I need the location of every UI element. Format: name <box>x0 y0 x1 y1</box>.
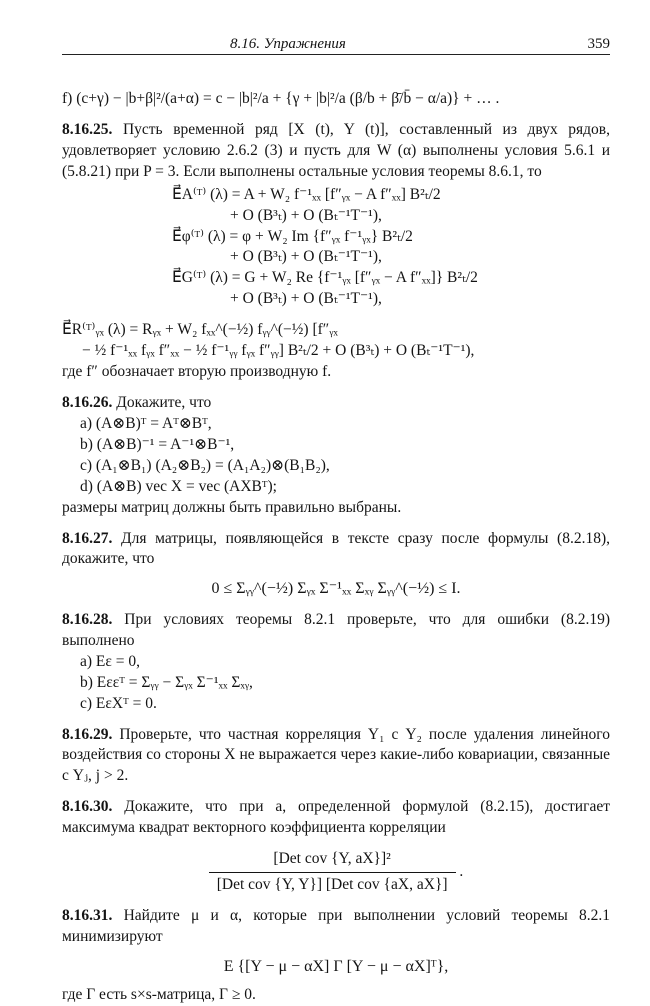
exercise-number: 8.16.30. <box>62 798 113 816</box>
fraction-denominator: [Det cov {Y, Y}] [Det cov {aX, aX}] <box>216 876 448 894</box>
exercise-8-16-29 <box>62 725 610 788</box>
fraction <box>209 849 456 896</box>
exercise-number: 8.16.27. <box>62 529 113 547</box>
exercise-number: 8.16.26. <box>62 393 113 411</box>
page-number: 359 <box>587 36 610 52</box>
exercise-8-16-30 <box>62 797 610 896</box>
formula-line: E⃗G⁽ᵀ⁾ (λ) = G + W₂ Re {f⁻¹ᵧₓ [f″ᵧₓ − A f″ₓₓ]} B²ₜ/2 <box>172 269 478 287</box>
exercise-note: где Γ есть s×s-матрица, Γ ≥ 0. <box>62 986 256 1004</box>
exercise-paragraph <box>62 725 610 788</box>
formula-line: E⃗φ⁽ᵀ⁾ (λ) = φ + W₂ Im {f″ᵧₓ f⁻¹ᵧₓ} B²ₜ/2 <box>172 227 413 245</box>
exercise-paragraph <box>62 906 610 948</box>
exercise-paragraph <box>62 120 610 183</box>
exercise-text: Проверьте, что частная корреляция Y₁ с Y₂ после удаления линейного воздействия со стороны X не выражается через какие-либо ковариации, связанные с Yⱼ, j > 2. <box>62 725 611 785</box>
exercise-note: где f″ обозначает вторую производную f. <box>62 363 332 381</box>
list-item: b) (A⊗B)⁻¹ = A⁻¹⊗B⁻¹, <box>80 435 235 453</box>
exercise-8-16-27 <box>62 529 610 600</box>
exercise-paragraph <box>62 797 610 839</box>
exercise-number: 8.16.28. <box>62 610 113 628</box>
exercise-text: Докажите, что при a, определенной формулой (8.2.15), достигает максимума квадрат векторного коэффициента корреляции <box>62 798 610 837</box>
list-item: c) EεXᵀ = 0. <box>80 694 157 712</box>
display-formula: 0 ≤ Σᵧᵧ^(−½) Σᵧₓ Σ⁻¹ₓₓ Σₓᵧ Σᵧᵧ^(−½) ≤ I. <box>211 580 461 598</box>
display-formula <box>62 849 610 896</box>
exercise-text: Найдите μ и α, которые при выполнении условий теоремы 8.2.1 минимизируют <box>62 907 610 945</box>
list-item: a) Eε = 0, <box>80 652 141 670</box>
fraction-numerator: [Det cov {Y, aX}]² <box>209 849 456 873</box>
formula-block <box>62 185 610 311</box>
exercise-text: Для матрицы, появляющейся в тексте сразу после формулы (8.2.18), докажите, что <box>62 529 611 568</box>
formula-line: E⃗R⁽ᵀ⁾ᵧₓ (λ) = Rᵧₓ + W₂ fₓₓ^(−½) fᵧᵧ^(−½) [f″ᵧₓ <box>62 321 338 339</box>
exercise-8-16-26 <box>62 393 610 519</box>
formula-line: + O (B³ₜ) + O (Bₜ⁻¹T⁻¹), <box>230 290 382 308</box>
exercise-number: 8.16.25. <box>62 120 113 138</box>
formula-f: f) (c+γ) − |b+β|²/(a+α) = c − |b|²/a + {γ + |b|²/a (β/b + β̄/b̄ − α/a)} + … . <box>62 90 500 107</box>
page <box>62 28 610 1006</box>
list-item: d) (A⊗B) vec X = vec (AXBᵀ); <box>80 477 277 495</box>
formula-line: − ½ f⁻¹ₓₓ fᵧₓ f″ₓₓ − ½ f⁻¹ᵧᵧ fᵧₓ f″ᵧᵧ] B²ₜ/2 + O (B³ₜ) + O (Bₜ⁻¹T⁻¹), <box>82 342 475 360</box>
running-header <box>62 28 610 55</box>
formula-period: . <box>459 863 464 881</box>
formula-line: + O (B³ₜ) + O (Bₜ⁻¹T⁻¹), <box>230 206 382 224</box>
formula-line: E⃗A⁽ᵀ⁾ (λ) = A + W₂ f⁻¹ₓₓ [f″ᵧₓ − A f″ₓₓ] B²ₜ/2 <box>172 185 441 203</box>
section-title: 8.16. Упражнения <box>230 36 346 52</box>
exercise-paragraph <box>62 529 610 571</box>
exercise-text: Пусть временной ряд [X (t), Y (t)], составленный из двух рядов, удовлетворяет условию 2.6.2 (3) и пусть для W (α) выполнены условия 5.6.1 и (5.8.21) при P = 3. Если выполнены остальные условия теоремы 8.6.1, то <box>62 120 611 180</box>
display-formula: E {[Y − μ − αX] Γ [Y − μ − αX]ᵀ}, <box>223 957 449 975</box>
exercise-paragraph <box>62 610 610 652</box>
exercise-text: Докажите, что <box>116 393 212 411</box>
exercise-text: При условиях теоремы 8.2.1 проверьте, что для ошибки (8.2.19) выполнено <box>62 610 610 649</box>
exercise-8-16-31 <box>62 906 610 1006</box>
list-item: b) Eεεᵀ = Σᵧᵧ − Σᵧₓ Σ⁻¹ₓₓ Σₓᵧ, <box>80 673 253 691</box>
exercise-8-16-28 <box>62 610 610 715</box>
formula-block <box>62 320 610 362</box>
exercise-paragraph <box>62 393 610 414</box>
list-item: a) (A⊗B)ᵀ = Aᵀ⊗Bᵀ, <box>80 414 212 432</box>
exercise-number: 8.16.29. <box>62 725 113 743</box>
exercise-8-16-25 <box>62 120 610 383</box>
formula-line: + O (B³ₜ) + O (Bₜ⁻¹T⁻¹), <box>230 248 382 266</box>
exercise-note: размеры матриц должны быть правильно выбраны. <box>62 498 402 516</box>
list-item: c) (A₁⊗B₁) (A₂⊗B₂) = (A₁A₂)⊗(B₁B₂), <box>80 456 330 474</box>
exercise-number: 8.16.31. <box>62 907 113 925</box>
